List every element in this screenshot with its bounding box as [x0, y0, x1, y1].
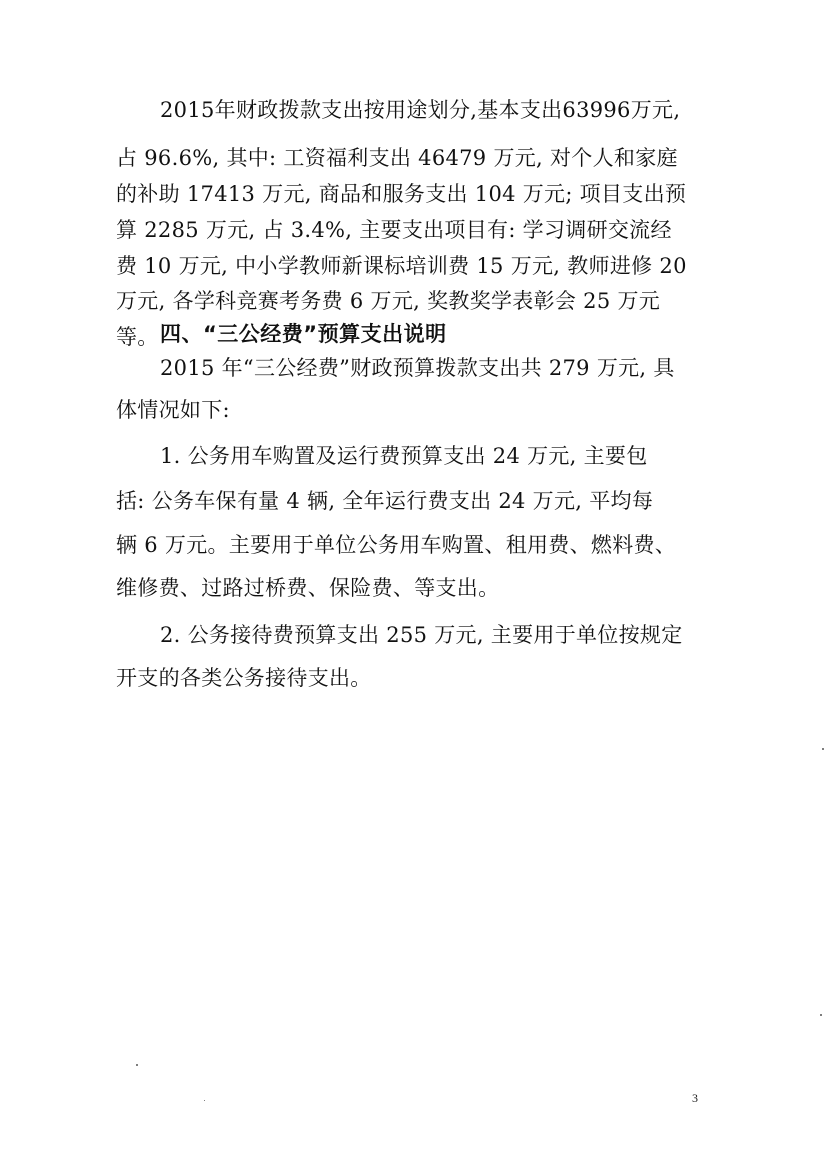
body-line: 的补助 17413 万元, 商品和服务支出 104 万元; 项目支出预	[116, 182, 687, 206]
body-line: 占 96.6%, 其中: 工资福利支出 46479 万元, 对个人和家庭	[116, 146, 678, 170]
body-line: 算 2285 万元, 占 3.4%, 主要支出项目有: 学习调研交流经	[116, 218, 672, 242]
body-line: 2. 公务接待费预算支出 255 万元, 主要用于单位按规定	[160, 623, 683, 647]
body-line: 辆 6 万元。主要用于单位公务用车购置、租用费、燃料费、	[116, 533, 677, 557]
body-line: 2015年财政拨款支出按用途划分,基本支出63996万元,	[160, 98, 681, 122]
scan-speck	[820, 1014, 822, 1016]
page-number: 3	[692, 1091, 698, 1105]
body-line: 1. 公务用车购置及运行费预算支出 24 万元, 主要包	[160, 444, 648, 468]
body-line: 2015 年“三公经费”财政预算拨款支出共 279 万元, 具	[160, 356, 675, 380]
body-line: 开支的各类公务接待支出。	[116, 666, 372, 690]
body-line: 万元, 各学科竞赛考务费 6 万元, 奖教奖学表彰会 25 万元	[116, 289, 661, 313]
body-line: 等。	[116, 325, 159, 349]
body-line: 括: 公务车保有量 4 辆, 全年运行费支出 24 万元, 平均每	[116, 489, 654, 513]
body-line: 费 10 万元, 中小学教师新课标培训费 15 万元, 教师进修 20	[116, 254, 687, 278]
scan-speck	[204, 1100, 205, 1101]
body-line: 体情况如下:	[116, 398, 230, 422]
section-heading: 四、“三公经费”预算支出说明	[160, 322, 447, 346]
scan-speck	[822, 748, 824, 750]
body-line: 维修费、过路过桥费、保险费、等支出。	[116, 576, 500, 600]
scan-speck	[136, 1064, 138, 1066]
